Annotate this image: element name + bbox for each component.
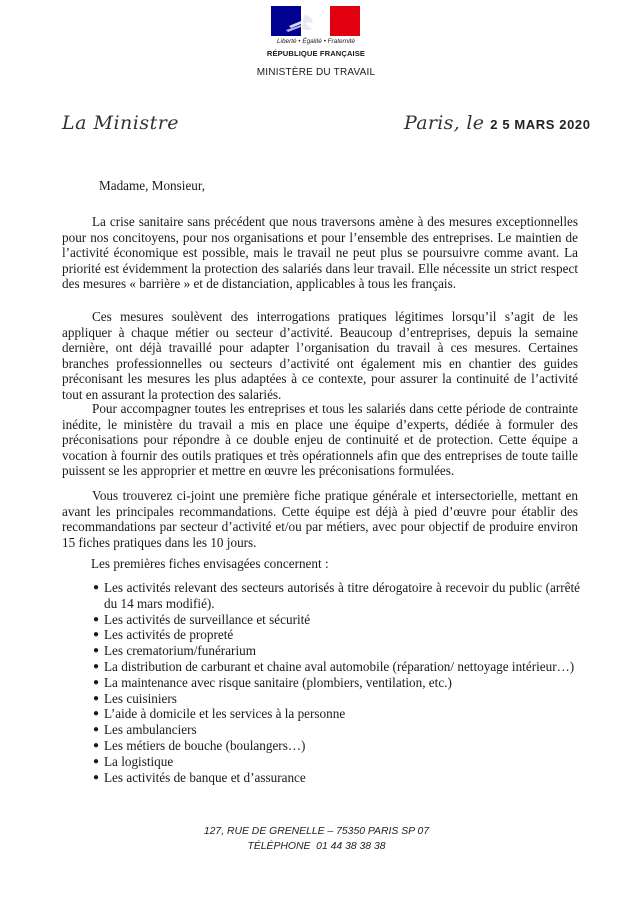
list-item: ● Les activités relevant des secteurs autorisés à titre dérogatoire à recevoir du public (arrêté du 14 mars modifié). bbox=[93, 580, 580, 611]
list-item: ● L’aide à domicile et les services à la personne bbox=[93, 706, 346, 722]
bullet-icon: ● bbox=[93, 582, 100, 593]
bullet-icon: ● bbox=[93, 613, 100, 625]
list-item: ● Les ambulanciers bbox=[93, 722, 197, 738]
bullet-icon: ● bbox=[93, 676, 100, 688]
place-date bbox=[404, 112, 591, 134]
list-item: ● Les cuisiniers bbox=[93, 690, 177, 706]
list-item: ● Les activités de propreté bbox=[93, 627, 234, 643]
date-stamp: 2 5 MARS 2020 bbox=[490, 117, 591, 132]
republic-name: RÉPUBLIQUE FRANÇAISE bbox=[266, 49, 366, 58]
bullet-icon: ● bbox=[93, 708, 100, 720]
list-item: ● Les crematorium/funérarium bbox=[93, 643, 256, 659]
ministry-name: MINISTÈRE DU TRAVAIL bbox=[256, 67, 376, 78]
list-intro: Les premières fiches envisagées concernent : bbox=[91, 556, 329, 571]
marianne-logo-icon bbox=[268, 6, 362, 36]
bullet-icon: ● bbox=[93, 660, 100, 672]
footer-address: 127, RUE DE GRENELLE – 75350 PARIS SP 07 bbox=[203, 826, 430, 837]
activity-list bbox=[62, 580, 580, 785]
paragraph-2: Ces mesures soulèvent des interrogations pratiques légitimes lorsqu’il s’agit de les appliquer à chaque métier ou secteur d’activité. Beaucoup d’entreprises, depuis la semaine dernière, ont déjà travaillé pour adapter l’organisation du travail à ces mesures. Certaines branches professionnelles ou secteurs d’activité ont également mis en chantier des guides préconisant les mesures les plus adaptées à ce contexte, pour assurer la continuité de l’activité tout en assurant la protection des salariés. bbox=[62, 309, 578, 402]
bullet-icon: ● bbox=[93, 692, 100, 704]
footer-address-block bbox=[150, 824, 483, 854]
signer-title: La Ministre bbox=[62, 112, 180, 134]
bullet-icon: ● bbox=[93, 645, 100, 657]
bullet-icon: ● bbox=[93, 739, 100, 751]
paragraph-1: La crise sanitaire sans précédent que nous traversons amène à des mesures exceptionnelles pour nos concitoyens, pour nos organisations et pour l’ensemble des entreprises. Le maintien de l’activité économique est possible, mais le travail ne peut plus se poursuivre comme avant. La priorité est évidemment la protection des salariés dans leur travail. Elle nécessite un strict respect des mesures « barrière » et de distanciation, applicables à tous les français. bbox=[62, 214, 578, 292]
footer-phone: TÉLÉPHONE 01 44 38 38 38 bbox=[247, 841, 386, 852]
list-item: ● Les activités de surveillance et sécurité bbox=[93, 611, 311, 627]
list-item: ● La distribution de carburant et chaine aval automobile (réparation/ nettoyage intérieur…) bbox=[93, 658, 575, 674]
bullet-icon: ● bbox=[93, 629, 100, 641]
salutation: Madame, Monsieur, bbox=[99, 178, 206, 193]
list-item: ● Les métiers de bouche (boulangers…) bbox=[93, 737, 306, 753]
bullet-icon: ● bbox=[93, 771, 100, 783]
bullet-icon: ● bbox=[93, 755, 100, 767]
list-item: ● La maintenance avec risque sanitaire (plombiers, ventilation, etc.) bbox=[93, 674, 452, 690]
bullet-icon: ● bbox=[93, 724, 100, 736]
republic-motto: Liberté • Égalité • Fraternité bbox=[276, 38, 355, 45]
paragraph-4: Vous trouverez ci-joint une première fiche pratique générale et intersectorielle, mettant en avant les principales recommandations. Cette équipe est déjà à pied d’œuvre pour établir des recommandations par secteur d’activité et/ou par métiers, avec pour objectif de produire environ 15 fiches pratiques dans les 10 jours. bbox=[62, 488, 578, 550]
list-item: ● La logistique bbox=[93, 753, 174, 769]
paragraph-3: Pour accompagner toutes les entreprises et tous les salariés dans cette période de contrainte inédite, le ministère du travail a mis en place une équipe d’experts, dédiée à formuler des préconisations pour répondre à ce double enjeu de continuité et de protection. Cette équipe a vocation à fournir des outils pratiques et très opérationnels afin que des entreprises de toute taille puissent se les approprier et mettre en œuvre les préconisations formulées. bbox=[62, 401, 578, 479]
list-item: ● Les activités de banque et d’assurance bbox=[93, 769, 306, 785]
place-label: Paris, le bbox=[404, 112, 485, 134]
